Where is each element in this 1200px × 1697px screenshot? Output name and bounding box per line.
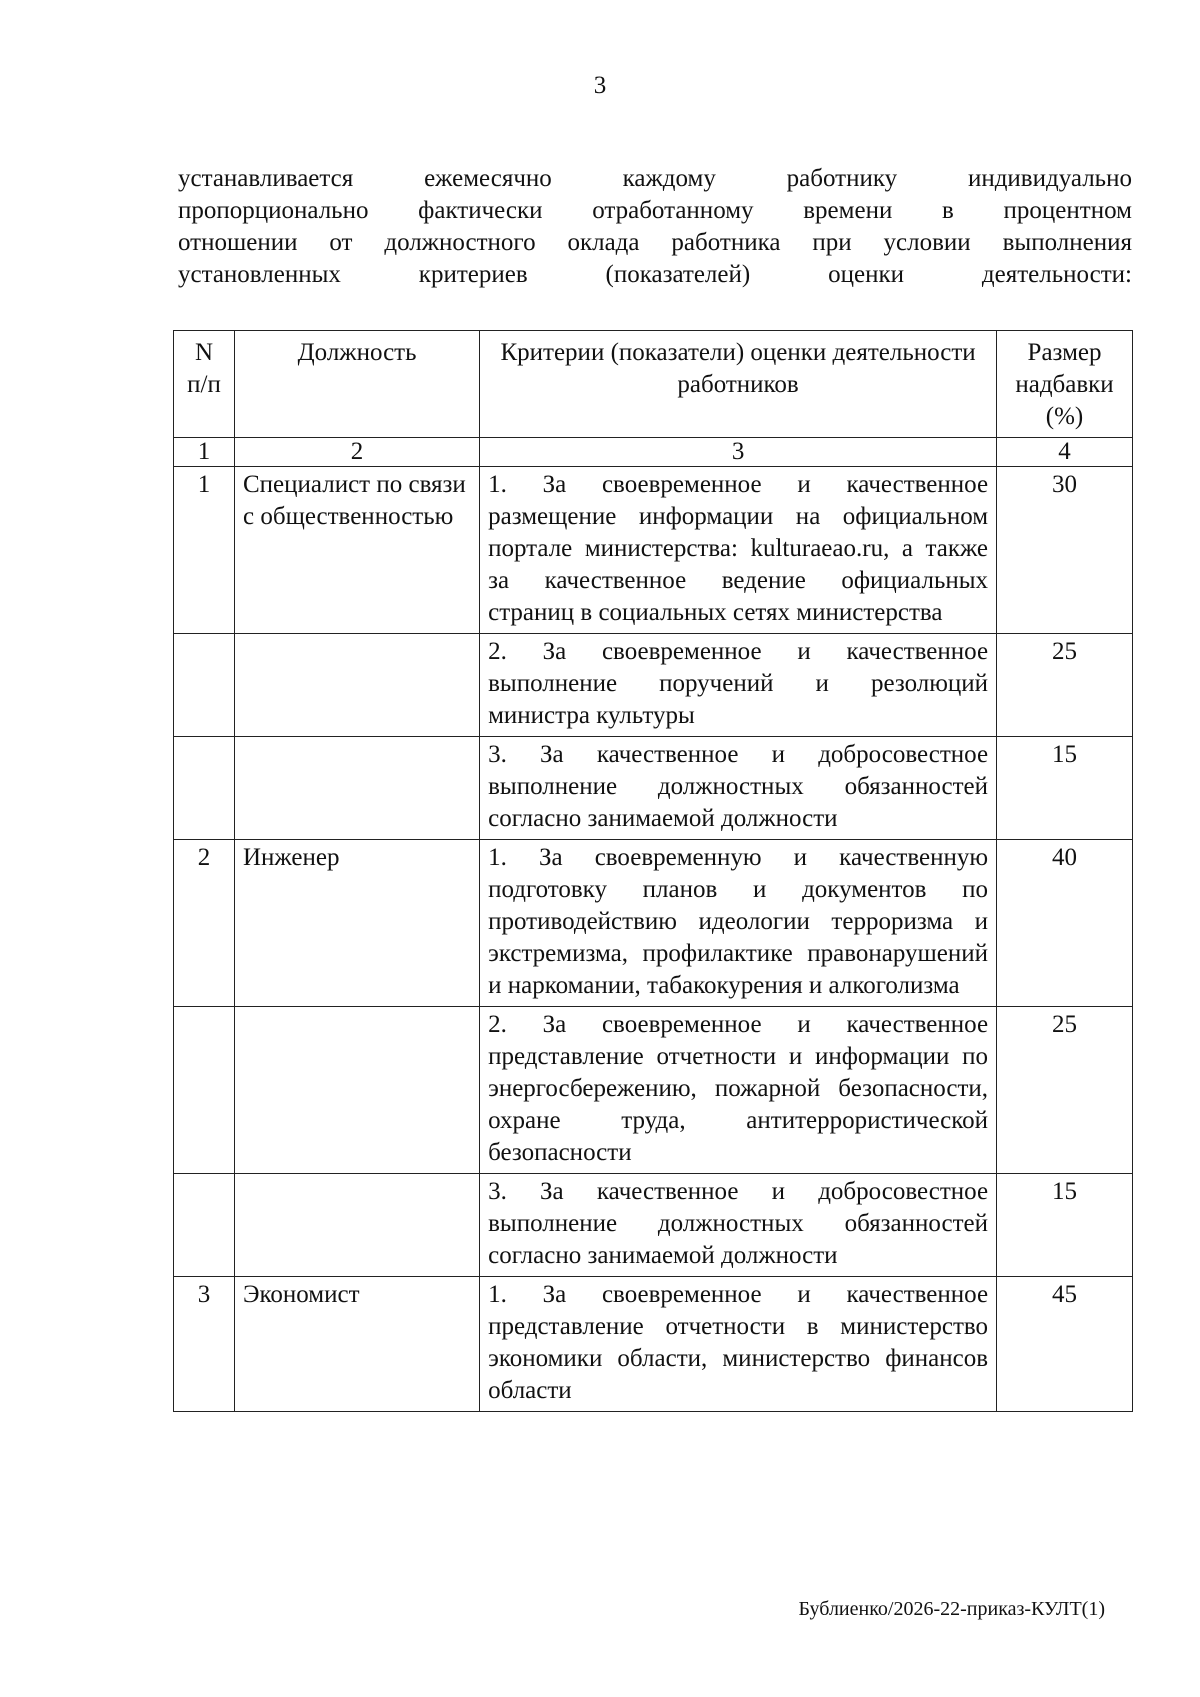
- row-size: 15: [997, 1174, 1133, 1277]
- intro-word: условии: [883, 229, 971, 256]
- intro-word: ежемесячно: [424, 165, 552, 192]
- intro-line: [178, 259, 1132, 291]
- column-number: 2: [235, 438, 480, 467]
- intro-word: устанавливается: [178, 165, 354, 192]
- row-size: 40: [997, 840, 1133, 1007]
- intro-word: критериев: [418, 261, 528, 288]
- intro-word: в: [942, 197, 954, 224]
- column-number: 4: [997, 438, 1133, 467]
- row-size: 25: [997, 1007, 1133, 1174]
- header-n: N п/п: [174, 331, 235, 438]
- table-row: [174, 467, 1133, 634]
- row-position: [235, 1174, 480, 1277]
- row-size: 30: [997, 467, 1133, 634]
- intro-word: выполнения: [1002, 229, 1132, 256]
- header-size: Размер надбавки (%): [997, 331, 1133, 438]
- header-criteria: Критерии (показатели) оценки деятельности работников: [480, 331, 997, 438]
- table-row: [174, 737, 1133, 840]
- intro-word: работника: [671, 229, 781, 256]
- intro-word: каждому: [622, 165, 716, 192]
- intro-line: [178, 195, 1132, 227]
- row-criteria: 1. За своевременное и качественное представление отчетности в министерство экономики области, министерство финансов области: [480, 1277, 997, 1412]
- intro-word: отработанному: [592, 197, 754, 224]
- row-position: Инженер: [235, 840, 480, 1007]
- intro-line: [178, 163, 1132, 195]
- table-row: [174, 840, 1133, 1007]
- intro-word: оклада: [567, 229, 640, 256]
- row-number: [174, 737, 235, 840]
- intro-word: от: [329, 229, 353, 256]
- intro-word: деятельности:: [981, 261, 1132, 288]
- intro-word: времени: [803, 197, 893, 224]
- intro-word: работнику: [786, 165, 898, 192]
- row-criteria: 2. За своевременное и качественное представление отчетности и информации по энергосбережению, пожарной безопасности, охране труда, антитеррористической безопасности: [480, 1007, 997, 1174]
- row-size: 45: [997, 1277, 1133, 1412]
- criteria-table: [173, 330, 1133, 1412]
- row-number: 3: [174, 1277, 235, 1412]
- document-footer-id: Бублиенко/2026-22-приказ-КУЛТ(1): [798, 1598, 1105, 1620]
- row-position: [235, 634, 480, 737]
- column-number: 1: [174, 438, 235, 467]
- page-number: 3: [593, 72, 607, 99]
- intro-word: (показателей): [605, 261, 751, 288]
- intro-word: процентном: [1003, 197, 1132, 224]
- row-size: 25: [997, 634, 1133, 737]
- row-criteria: 3. За качественное и добросовестное выполнение должностных обязанностей согласно занимаемой должности: [480, 737, 997, 840]
- intro-word: оценки: [828, 261, 904, 288]
- row-size: 15: [997, 737, 1133, 840]
- row-number: 2: [174, 840, 235, 1007]
- row-position: Экономист: [235, 1277, 480, 1412]
- row-criteria: 1. За своевременное и качественное размещение информации на официальном портале министерства: kulturaeao.ru, а также за качественное ведение официальных страниц в социальных сетях министерства: [480, 467, 997, 634]
- intro-word: фактически: [418, 197, 543, 224]
- row-position: [235, 1007, 480, 1174]
- row-criteria: 1. За своевременную и качественную подготовку планов и документов по противодействию идеологии терроризма и экстремизма, профилактике правонарушений и наркомании, табакокурения и алкоголизма: [480, 840, 997, 1007]
- row-number: [174, 1174, 235, 1277]
- intro-paragraph: [178, 163, 1132, 291]
- row-number: [174, 1007, 235, 1174]
- row-number: 1: [174, 467, 235, 634]
- intro-word: пропорционально: [178, 197, 369, 224]
- header-position: Должность: [235, 331, 480, 438]
- table-row: [174, 1007, 1133, 1174]
- table-row: [174, 1277, 1133, 1412]
- row-position: Специалист по связи с общественностью: [235, 467, 480, 634]
- column-number: 3: [480, 438, 997, 467]
- row-criteria: 2. За своевременное и качественное выполнение поручений и резолюций министра культуры: [480, 634, 997, 737]
- table-row: [174, 1174, 1133, 1277]
- table-row: [174, 634, 1133, 737]
- table-header-row: [174, 331, 1133, 438]
- intro-word: индивидуально: [967, 165, 1132, 192]
- column-number-row: [174, 438, 1133, 467]
- intro-word: отношении: [178, 229, 298, 256]
- row-number: [174, 634, 235, 737]
- row-position: [235, 737, 480, 840]
- intro-word: при: [812, 229, 852, 256]
- intro-line: [178, 227, 1132, 259]
- intro-word: должностного: [384, 229, 536, 256]
- row-criteria: 3. За качественное и добросовестное выполнение должностных обязанностей согласно занимаемой должности: [480, 1174, 997, 1277]
- intro-word: установленных: [178, 261, 341, 288]
